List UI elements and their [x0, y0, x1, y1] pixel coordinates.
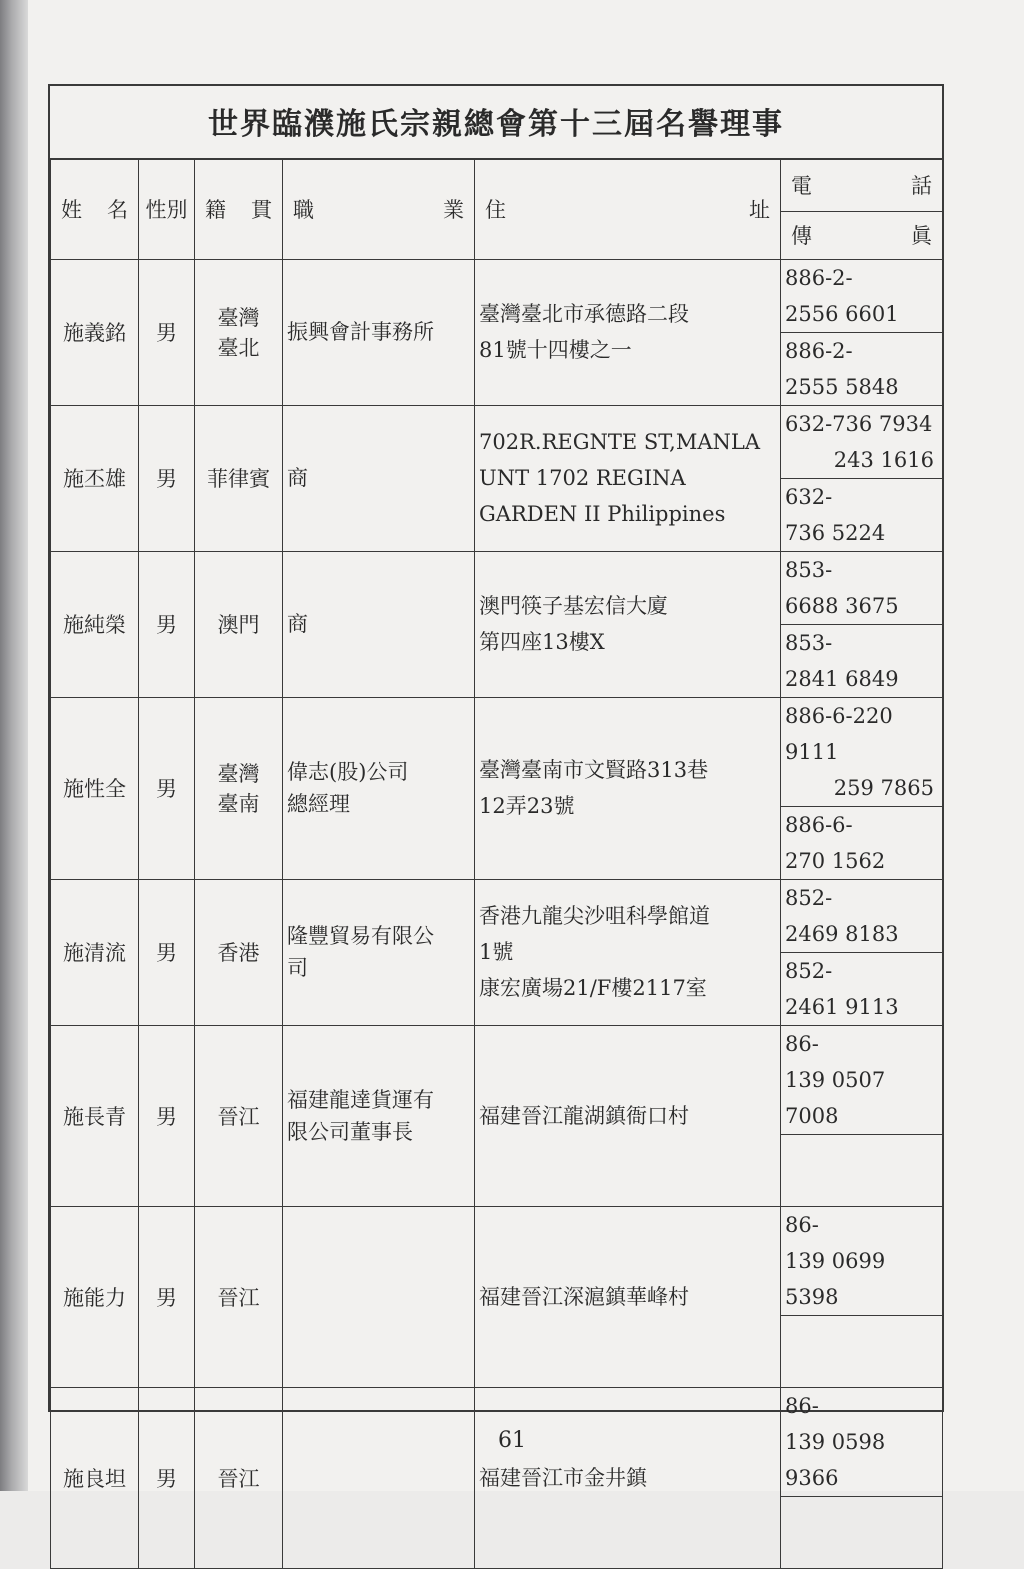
text-line: 菲律賓: [207, 467, 270, 491]
text-line: 臺灣臺南市文賢路313巷: [479, 758, 709, 782]
text-line: 81號十四樓之一: [479, 338, 632, 362]
text-line: 商: [287, 612, 308, 636]
table-row: [51, 879, 943, 952]
cell-fax: [781, 806, 943, 879]
text-line: 886-6-220 9111: [785, 703, 893, 764]
text-line: 臺灣: [217, 762, 260, 786]
cell-occupation: [283, 405, 475, 551]
page-title: 世界臨濮施氏宗親總會第十三屆名譽理事: [208, 107, 784, 142]
book-spine-shadow: [0, 0, 28, 1491]
cell-occupation: [283, 697, 475, 879]
text-line: 886-2-: [785, 265, 853, 290]
text-line: GARDEN II Philippines: [479, 502, 726, 526]
cell-fax: [781, 1134, 943, 1206]
text-line: 隆豐貿易有限公: [287, 924, 434, 948]
cell-occupation: [283, 259, 475, 405]
cell-phone: [781, 1025, 943, 1134]
header-phone: 電 話: [781, 159, 943, 211]
cell-sex: 男: [139, 1387, 195, 1568]
text-line: 86-: [785, 1212, 819, 1237]
text-line: 139 0507 7008: [785, 1067, 886, 1128]
text-line: 偉志(股)公司: [287, 760, 409, 784]
cell-fax: [781, 952, 943, 1025]
text-line: 270 1562: [785, 848, 886, 873]
text-line: 86-: [785, 1393, 819, 1418]
cell-occupation: [283, 1025, 475, 1206]
cell-sex: 男: [139, 259, 195, 405]
honorary-directors-table: [50, 158, 943, 1569]
text-line: 852-: [785, 958, 833, 983]
page-number: 61: [498, 1428, 526, 1453]
cell-native: [195, 551, 283, 697]
cell-name: 施長青: [51, 1025, 139, 1206]
text-line: 886-2-: [785, 338, 853, 363]
text-line: 702R.REGNTE ST,MANLA: [479, 430, 761, 454]
cell-name: 施清流: [51, 879, 139, 1025]
text-line: 736 5224: [785, 520, 886, 545]
cell-phone: [781, 879, 943, 952]
text-line: 福建龍達貨運有: [287, 1087, 434, 1112]
cell-native: [195, 879, 283, 1025]
text-line: 商: [287, 466, 308, 490]
cell-address: [475, 879, 781, 1025]
cell-sex: 男: [139, 697, 195, 879]
header-occupation: 職 業: [283, 159, 475, 259]
table-row: [51, 1025, 943, 1134]
text-line: 259 7865: [833, 775, 934, 800]
text-line: 853-: [785, 557, 833, 582]
cell-sex: 男: [139, 1206, 195, 1387]
text-line: 晉江: [217, 1466, 260, 1491]
text-line: 2841 6849: [785, 666, 899, 691]
text-line: 臺北: [217, 336, 260, 360]
text-line: 澳門筷子基宏信大廈: [479, 594, 668, 618]
cell-native: [195, 1025, 283, 1206]
cell-name: 施性全: [51, 697, 139, 879]
cell-fax: [781, 478, 943, 551]
cell-fax: [781, 332, 943, 405]
text-line: 澳門: [217, 613, 260, 637]
text-line: 852-: [785, 885, 833, 910]
table-row: [51, 551, 943, 624]
cell-phone: [781, 259, 943, 332]
cell-phone: [781, 697, 943, 806]
cell-name: 施良坦: [51, 1387, 139, 1568]
cell-address: [475, 1206, 781, 1387]
cell-sex: 男: [139, 551, 195, 697]
text-line: 福建晉江龍湖鎮衙口村: [479, 1103, 689, 1128]
text-line: 福建晉江深滬鎮華峰村: [479, 1284, 689, 1309]
text-line: 1號: [479, 940, 514, 964]
table-row: [51, 259, 943, 332]
cell-sex: 男: [139, 405, 195, 551]
text-line: 司: [287, 956, 308, 980]
text-line: 632-: [785, 484, 833, 509]
text-line: 限公司董事長: [287, 1119, 413, 1144]
text-line: 886-6-: [785, 812, 853, 837]
text-line: 2469 8183: [785, 921, 899, 946]
header-name: 姓 名: [51, 159, 139, 259]
text-line: 康宏廣場21/F樓2117室: [479, 976, 707, 1000]
cell-sex: 男: [139, 879, 195, 1025]
cell-address: [475, 697, 781, 879]
cell-occupation: [283, 1387, 475, 1568]
cell-native: [195, 405, 283, 551]
text-line: 139 0598 9366: [785, 1429, 886, 1490]
cell-name: 施丕雄: [51, 405, 139, 551]
text-line: 6688 3675: [785, 593, 899, 618]
text-line: 香港: [217, 941, 260, 965]
text-line: 晉江: [217, 1104, 260, 1129]
text-line: 243 1616: [833, 447, 934, 472]
text-line: 香港九龍尖沙咀科學館道: [479, 904, 710, 928]
header-fax: 傳 眞: [781, 211, 943, 259]
text-line: 853-: [785, 630, 833, 655]
text-line: 86-: [785, 1031, 819, 1056]
header-native: 籍 貫: [195, 159, 283, 259]
cell-native: [195, 697, 283, 879]
cell-address: [475, 1025, 781, 1206]
cell-name: 施義銘: [51, 259, 139, 405]
text-line: 振興會計事務所: [287, 320, 434, 344]
text-line: 632-736 7934: [785, 411, 933, 436]
cell-fax: [781, 1315, 943, 1387]
text-line: 總經理: [287, 792, 350, 816]
text-line: 2555 5848: [785, 374, 899, 399]
table-row: [51, 1206, 943, 1315]
header-sex: 性別: [139, 159, 195, 259]
table-row: [51, 697, 943, 806]
cell-phone: [781, 405, 943, 478]
text-line: 臺南: [217, 792, 260, 816]
header-address: 住 址: [475, 159, 781, 259]
text-line: UNT 1702 REGINA: [479, 466, 686, 490]
text-line: 2461 9113: [785, 994, 899, 1019]
cell-address: [475, 259, 781, 405]
text-line: 12弄23號: [479, 794, 575, 818]
cell-native: [195, 1387, 283, 1568]
text-line: 福建晉江市金井鎮: [479, 1465, 647, 1490]
cell-native: [195, 259, 283, 405]
table-row: [51, 405, 943, 478]
text-line: 臺灣臺北市承德路二段: [479, 302, 689, 326]
cell-address: [475, 551, 781, 697]
text-line: 2556 6601: [785, 301, 899, 326]
cell-native: [195, 1206, 283, 1387]
cell-fax: [781, 624, 943, 697]
text-line: 第四座13樓X: [479, 630, 605, 654]
cell-occupation: [283, 1206, 475, 1387]
cell-address: [475, 1387, 781, 1568]
text-line: 139 0699 5398: [785, 1248, 886, 1309]
text-line: 臺灣: [217, 306, 260, 330]
cell-name: 施純榮: [51, 551, 139, 697]
cell-address: [475, 405, 781, 551]
cell-occupation: [283, 879, 475, 1025]
cell-fax: [781, 1496, 943, 1568]
cell-name: 施能力: [51, 1206, 139, 1387]
cell-sex: 男: [139, 1025, 195, 1206]
cell-occupation: [283, 551, 475, 697]
cell-phone: [781, 1206, 943, 1315]
text-line: 晉江: [217, 1285, 260, 1310]
cell-phone: [781, 551, 943, 624]
